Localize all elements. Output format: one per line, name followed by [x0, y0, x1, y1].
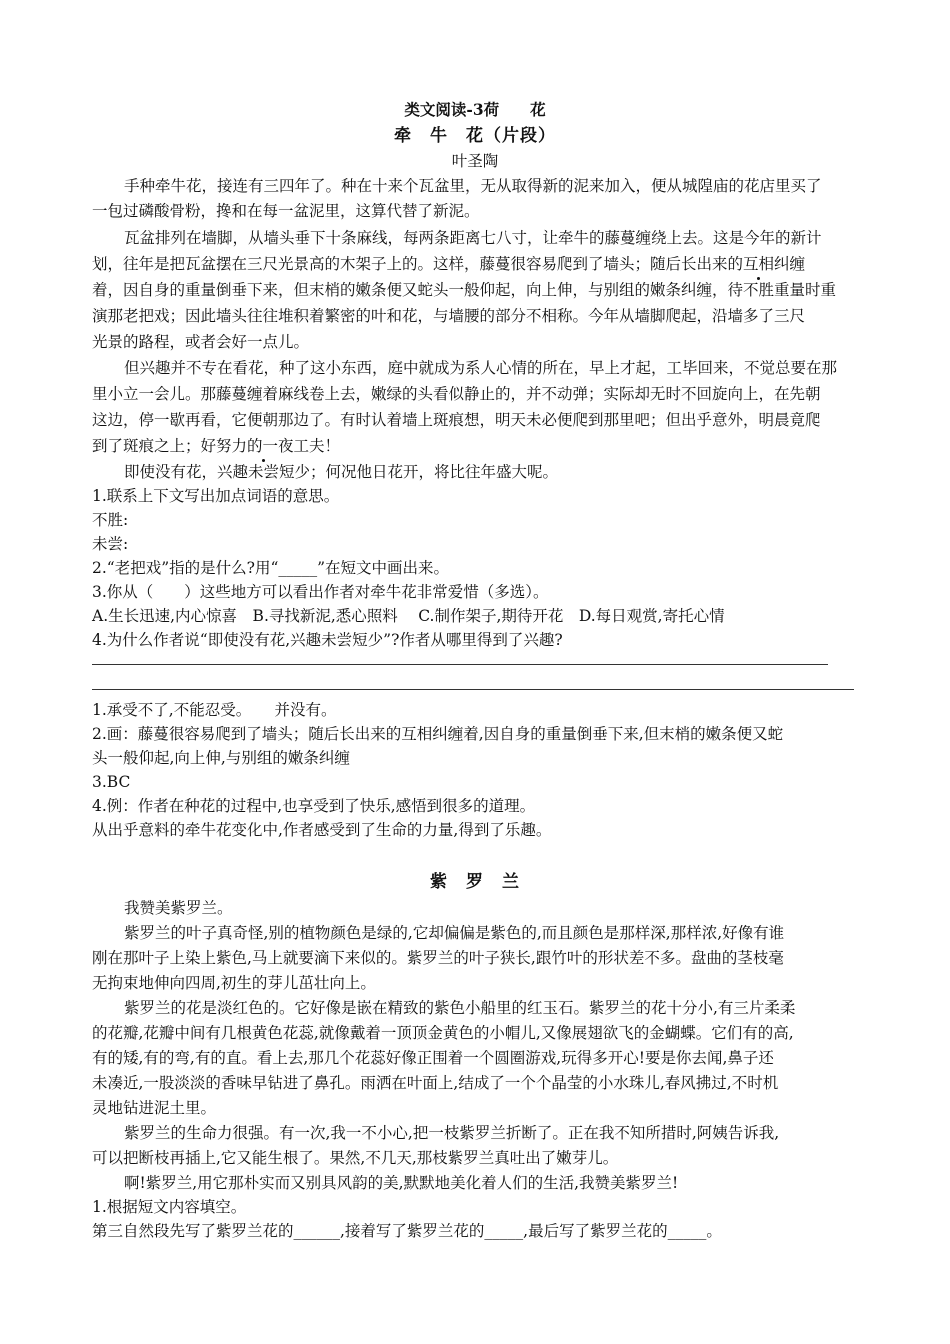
answer-2: 2.画：藤蔓很容易爬到了墙头；随后长出来的互相纠缠着,因自身的重量倒垂下来,但末梢的嫩条便又蛇: [92, 725, 784, 743]
passage-line: 未凑近,一股淡淡的香味早钻进了鼻孔。雨洒在叶面上,结成了一个个晶莹的小水珠儿,春风拂过,不时机: [92, 1074, 779, 1092]
passage-author: 叶圣陶: [451, 152, 499, 170]
passage-line: 灵地钻进泥土里。: [92, 1099, 217, 1117]
passage-line: 的花瓣,花瓣中间有几根黄色花蕊,就像戴着一顶顶金黄色的小帽儿,又像展翅欲飞的金蝴蝶。它们有的高,: [92, 1024, 794, 1042]
passage-line: [92, 280, 836, 300]
passage-line: [124, 462, 558, 482]
passage-line: 紫罗兰的叶子真奇怪,别的植物颜色是绿的,它却偏偏是紫色的,而且颜色是那样深,那样浓,好像有谁: [124, 924, 785, 942]
passage-line: 紫罗兰的花是淡红色的。它好像是嵌在精致的紫色小船里的红玉石。紫罗兰的花十分小,有三片柔柔: [124, 999, 796, 1017]
answer-line: [92, 689, 854, 690]
passage-line: 无拘束地伸向四周,初生的芽儿茁壮向上。: [92, 974, 376, 992]
question-3: 3.你从（ ）这些地方可以看出作者对牵牛花非常爱惜（多选）。: [92, 583, 549, 601]
passage-line: 刚在那叶子上染上紫色,马上就要滴下来似的。紫罗兰的叶子狭长,跟竹叶的形状差不多。盘曲的茎枝毫: [92, 949, 784, 967]
passage-line: 光景的路程，或者会好一点儿。: [92, 333, 310, 351]
passage-line: 但兴趣并不专在看花，种了这小东西，庭中就成为系人心情的所在，早上才起，工毕回来，不觉总要在那: [124, 359, 838, 377]
answer-2-cont: 头一般仰起,向上伸,与别组的嫩条纠缠: [92, 749, 350, 767]
passage-line-text: 着，因自身的重量倒垂下来，但末梢的嫩条便又蛇头一般仰起，向上伸，与别组的嫩条纠缠，待: [92, 281, 744, 299]
passage-line: 里小立一会儿。那藤蔓缠着麻线卷上去，嫩绿的头看似静止的，并不动弹；实际却无时不回旋向上，在先朝: [92, 385, 821, 403]
answer-4: 4.例：作者在种花的过程中,也享受到了快乐,感悟到很多的道理。: [92, 797, 536, 815]
passage-line: 到了斑痕之上；好努力的一夜工夫！: [92, 437, 341, 455]
passage-line: 有的矮,有的弯,有的直。看上去,那几个花蕊好像正围着一个圆圈游戏,玩得多开心!要是你去闻,鼻子还: [92, 1049, 774, 1067]
question-1: 1.联系上下文写出加点词语的意思。: [92, 487, 340, 505]
question-1-blank-fill: 第三自然段先写了紫罗兰花的______,接着写了紫罗兰花的_____,最后写了紫罗兰花的_____。: [92, 1222, 722, 1240]
passage-line: 一包过磷酸骨粉，搀和在每一盆泥里，这算代替了新泥。: [92, 202, 480, 220]
worksheet-header: 类文阅读-3荷 花: [404, 100, 546, 119]
question-1-item-weichang: 未尝:: [92, 535, 129, 553]
passage-title: 牵 牛 花（片段）: [394, 126, 556, 146]
passage-line: 手种牵牛花，接连有三四年了。种在十来个瓦盆里，无从取得新的泥来加入，便从城隍庙的花店里买了: [124, 177, 822, 195]
question-1: 1.根据短文内容填空。: [92, 1198, 247, 1216]
answer-4-cont: 从出乎意料的牵牛花变化中,作者感受到了生命的力量,得到了乐趣。: [92, 821, 552, 839]
passage-line: 啊!紫罗兰,用它那朴实而又别具风韵的美,默默地美化着人们的生活,我赞美紫罗兰!: [124, 1174, 679, 1192]
passage-line: 瓦盆排列在墙脚，从墙头垂下十条麻线，每两条距离七八寸，让牵牛的藤蔓缠绕上去。这是今年的新计: [124, 229, 822, 247]
passage-line: 这边，停一歇再看，它便朝那边了。有时认着墙上斑痕想，明天未必便爬到那里吧；但出乎意外，明晨竟爬: [92, 411, 821, 429]
passage-line: 划，往年是把瓦盆摆在三尺光景高的木架子上的。这样，藤蔓很容易爬到了墙头；随后长出来的互相纠缠: [92, 255, 806, 273]
passage-line: 可以把断枝再插上,它又能生根了。果然,不几天,那枝紫罗兰真吐出了嫩芽儿。: [92, 1149, 619, 1167]
question-3-options: A.生长迅速,内心惊喜 B.寻找新泥,悉心照料 C.制作架子,期待开花 D.每日观赏,寄托心情: [92, 607, 725, 625]
answer-3: 3.BC: [92, 773, 131, 791]
passage-line-text: 短少；何况他日花开，将比往年盛大呢。: [279, 463, 559, 481]
question-4: 4.为什么作者说“即使没有花,兴趣未尝短少”?作者从哪里得到了兴趣?: [92, 631, 563, 649]
passage-title: 紫 罗 兰: [430, 872, 520, 892]
question-1-item-buosheng: 不胜:: [92, 511, 129, 529]
dotted-word: 不胜: [743, 281, 775, 299]
passage-line-text: 重量时重: [774, 281, 837, 299]
question-2: 2.“老把戏”指的是什么?用“_____”在短文中画出来。: [92, 559, 450, 577]
passage-line: 演那老把戏；因此墙头往往堆积着繁密的叶和花，与墙腰的部分不相称。今年从墙脚爬起，沿墙多了三尺: [92, 307, 806, 325]
dotted-word: 未尝: [248, 463, 280, 481]
passage-line-text: 即使没有花，兴趣: [124, 463, 249, 481]
passage-line: 我赞美紫罗兰。: [124, 899, 233, 917]
passage-line: 紫罗兰的生命力很强。有一次,我一不小心,把一枝紫罗兰折断了。正在我不知所措时,阿姨告诉我,: [124, 1124, 780, 1142]
answer-line: [92, 664, 828, 665]
answer-1: 1.承受不了,不能忍受。 并没有。: [92, 701, 337, 719]
